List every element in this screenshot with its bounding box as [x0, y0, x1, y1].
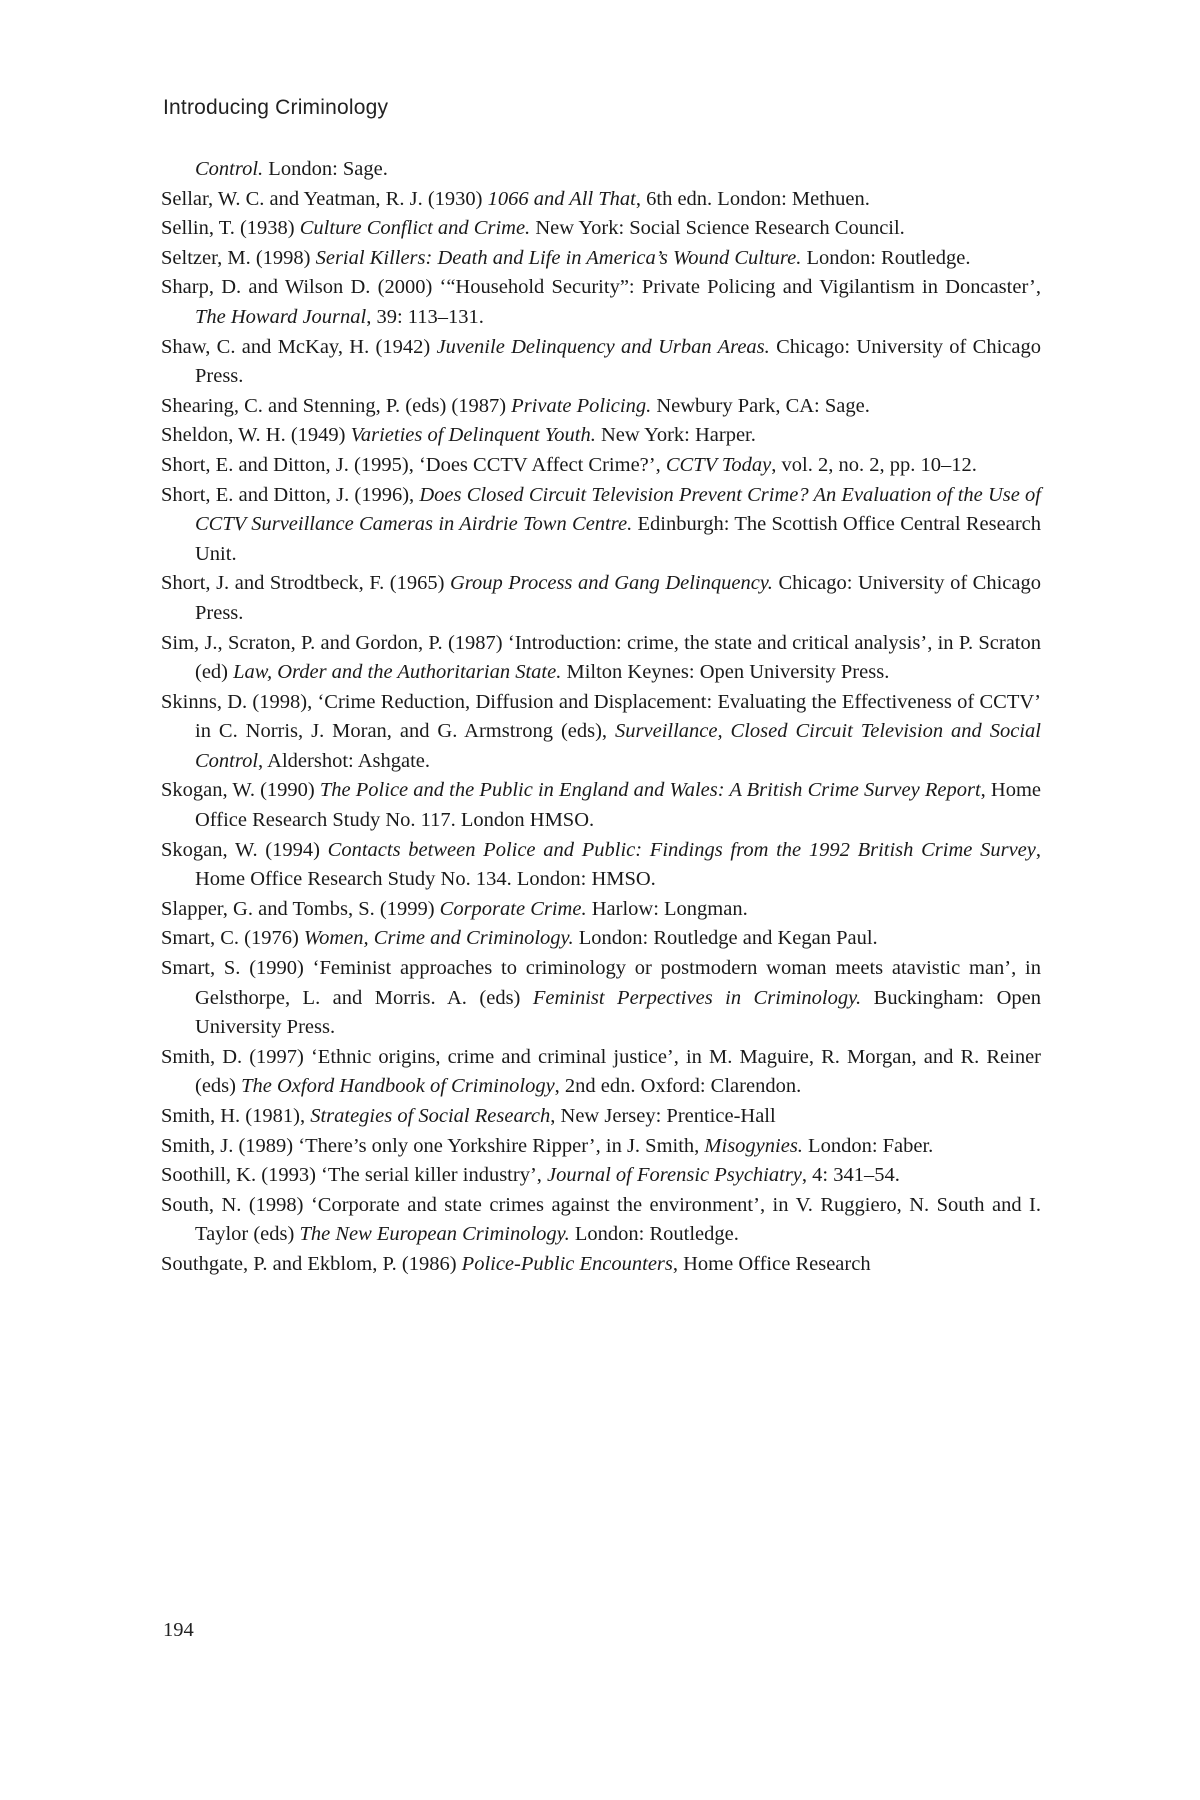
reference-text: New York: Social Science Research Council.	[530, 217, 905, 240]
reference-entry	[161, 214, 1041, 244]
reference-text: Sellin, T. (1938)	[161, 217, 300, 240]
reference-text: Short, E. and Ditton, J. (1995), ‘Does CCTV Affect Crime?’,	[161, 453, 666, 476]
reference-entry	[161, 895, 1041, 925]
reference-entry	[161, 1132, 1041, 1162]
reference-entry	[161, 1102, 1041, 1132]
reference-text: Edinburgh: The Scottish Office Central Research Unit.	[195, 513, 1041, 565]
reference-title: CCTV Today	[665, 453, 772, 476]
reference-text: Southgate, P. and Ekblom, P. (1986)	[161, 1252, 462, 1275]
reference-text: Milton Keynes: Open University Press.	[561, 661, 890, 684]
reference-text: , 2nd edn. Oxford: Clarendon.	[554, 1075, 802, 1098]
reference-text: Newbury Park, CA: Sage.	[651, 394, 870, 417]
reference-entry	[161, 924, 1041, 954]
reference-text: Shaw, C. and McKay, H. (1942)	[161, 335, 437, 358]
reference-title: Culture Conflict and Crime.	[299, 217, 531, 240]
reference-text: , Home Office Research Study No. 117. London HMSO.	[195, 779, 1042, 832]
reference-entry	[161, 451, 1041, 481]
reference-entry	[161, 185, 1041, 215]
reference-text: , 4: 341–54.	[801, 1164, 900, 1187]
reference-title: Strategies of Social Research	[310, 1105, 551, 1127]
reference-text: Smith, D. (1997) ‘Ethnic origins, crime and criminal justice’, in M. Maguire, R. Morgan, and R. Reiner (eds)	[161, 1045, 1041, 1098]
reference-text: Sim, J., Scraton, P. and Gordon, P. (1987) ‘Introduction: crime, the state and critical analysis’, in P. Scraton (ed)	[161, 631, 1041, 684]
reference-text: Smith, H. (1981),	[161, 1105, 311, 1127]
reference-text: , New Jersey: Prentice-Hall	[550, 1105, 776, 1127]
reference-title: Private Policing.	[511, 394, 652, 417]
reference-title: Varieties of Delinquent Youth.	[350, 424, 596, 447]
reference-text: , 6th edn. London: Methuen.	[635, 187, 870, 210]
reference-text: Short, E. and Ditton, J. (1996),	[161, 483, 420, 506]
reference-text: Sellar, W. C. and Yeatman, R. J. (1930)	[161, 187, 488, 210]
reference-title: Police-Public Encounters	[461, 1252, 673, 1275]
reference-title: Women, Crime and Criminology.	[303, 927, 574, 950]
reference-entry	[161, 836, 1041, 895]
reference-text: Shearing, C. and Stenning, P. (eds) (1987)	[161, 394, 512, 417]
reference-text: London: Routledge.	[801, 246, 971, 269]
reference-title: 1066 and All That	[487, 187, 636, 210]
reference-text: Sharp, D. and Wilson D. (2000) ‘“Household Security”: Private Policing and Vigilantism in Doncaster’,	[161, 276, 1041, 299]
reference-entry	[161, 244, 1041, 274]
reference-text: Harlow: Longman.	[586, 897, 748, 920]
page-number: 194	[163, 1619, 194, 1641]
reference-text: Slapper, G. and Tombs, S. (1999)	[161, 897, 440, 920]
reference-entry-continued	[161, 155, 1041, 185]
reference-title: Contacts between Police and Public: Findings from the 1992 British Crime Survey	[327, 838, 1036, 861]
reference-title: The New European Criminology.	[299, 1223, 570, 1246]
reference-title: Surveillance, Closed Circuit Television and Social Control	[195, 720, 1041, 772]
reference-title: Feminist Perpectives in Criminology.	[532, 986, 862, 1009]
reference-title: Journal of Forensic Psychiatry	[547, 1164, 802, 1187]
reference-list	[161, 155, 1041, 1280]
reference-title: Group Process and Gang Delinquency.	[449, 572, 773, 595]
reference-text: Skogan, W. (1990)	[161, 779, 320, 802]
reference-text: South, N. (1998) ‘Corporate and state crimes against the environment’, in V. Ruggiero, N. South and I. Taylor (eds)	[161, 1193, 1041, 1246]
reference-entry	[161, 481, 1041, 570]
reference-text: London: Faber.	[802, 1134, 934, 1157]
reference-text: Chicago: University of Chicago Press.	[195, 572, 1041, 624]
reference-title: Control.	[195, 158, 264, 180]
reference-text: London: Routledge.	[569, 1223, 739, 1246]
reference-entry	[161, 421, 1041, 451]
reference-entry	[161, 1191, 1041, 1250]
reference-text: , Aldershot: Ashgate.	[258, 749, 431, 772]
reference-text: Smith, J. (1989) ‘There’s only one Yorkshire Ripper’, in J. Smith,	[161, 1134, 705, 1157]
reference-text: Seltzer, M. (1998)	[161, 246, 316, 269]
reference-title: Does Closed Circuit Television Prevent Crime? An Evaluation of the Use of CCTV Surveillance Cameras in Airdrie Town Centre.	[195, 483, 1041, 536]
reference-title: Law, Order and the Authoritarian State.	[233, 661, 562, 684]
reference-entry	[161, 333, 1041, 392]
reference-title: The Police and the Public in England and Wales: A British Crime Survey Report	[319, 779, 981, 802]
reference-title: The Howard Journal	[195, 305, 367, 328]
reference-text: Soothill, K. (1993) ‘The serial killer industry’,	[161, 1164, 548, 1187]
reference-entry	[161, 688, 1041, 777]
reference-title: The Oxford Handbook of Criminology	[241, 1075, 555, 1098]
reference-title: Misogynies.	[704, 1134, 803, 1157]
reference-text: Chicago: University of Chicago Press.	[195, 335, 1042, 388]
reference-text: London: Routledge and Kegan Paul.	[573, 927, 878, 950]
reference-text: Smart, C. (1976)	[161, 927, 304, 950]
reference-title: Corporate Crime.	[439, 897, 587, 920]
reference-text: Skogan, W. (1994)	[161, 838, 328, 861]
reference-entry	[161, 954, 1041, 1043]
reference-text: , Home Office Research	[672, 1252, 871, 1275]
reference-text: Sheldon, W. H. (1949)	[161, 424, 351, 447]
reference-text: New York: Harper.	[595, 424, 756, 447]
reference-text: Smart, S. (1990) ‘Feminist approaches to criminology or postmodern woman meets atavistic man’, in Gelsthorpe, L. and Morris. A. (eds)	[161, 957, 1041, 1009]
reference-entry	[161, 392, 1041, 422]
reference-text: Short, J. and Strodtbeck, F. (1965)	[161, 572, 450, 595]
reference-title: Juvenile Delinquency and Urban Areas.	[436, 335, 770, 358]
reference-entry	[161, 569, 1041, 628]
reference-entry	[161, 273, 1041, 332]
reference-text: , Home Office Research Study No. 134. London: HMSO.	[195, 838, 1042, 891]
reference-text: , vol. 2, no. 2, pp. 10–12.	[771, 453, 977, 476]
reference-entry	[161, 1043, 1041, 1102]
reference-entry	[161, 1161, 1041, 1191]
reference-text: Skinns, D. (1998), ‘Crime Reduction, Diffusion and Displacement: Evaluating the Effectiveness of CCTV’ in C. Norris, J. Moran, and G. Armstrong (eds),	[161, 690, 1041, 743]
reference-text: , 39: 113–131.	[366, 305, 484, 328]
reference-text: Buckingham: Open University Press.	[195, 986, 1041, 1039]
reference-entry	[161, 1250, 1041, 1280]
running-head: Introducing Criminology	[163, 96, 389, 119]
reference-text: London: Sage.	[263, 158, 388, 180]
reference-entry	[161, 629, 1041, 688]
reference-entry	[161, 776, 1041, 835]
reference-title: Serial Killers: Death and Life in America’s Wound Culture.	[315, 246, 802, 269]
